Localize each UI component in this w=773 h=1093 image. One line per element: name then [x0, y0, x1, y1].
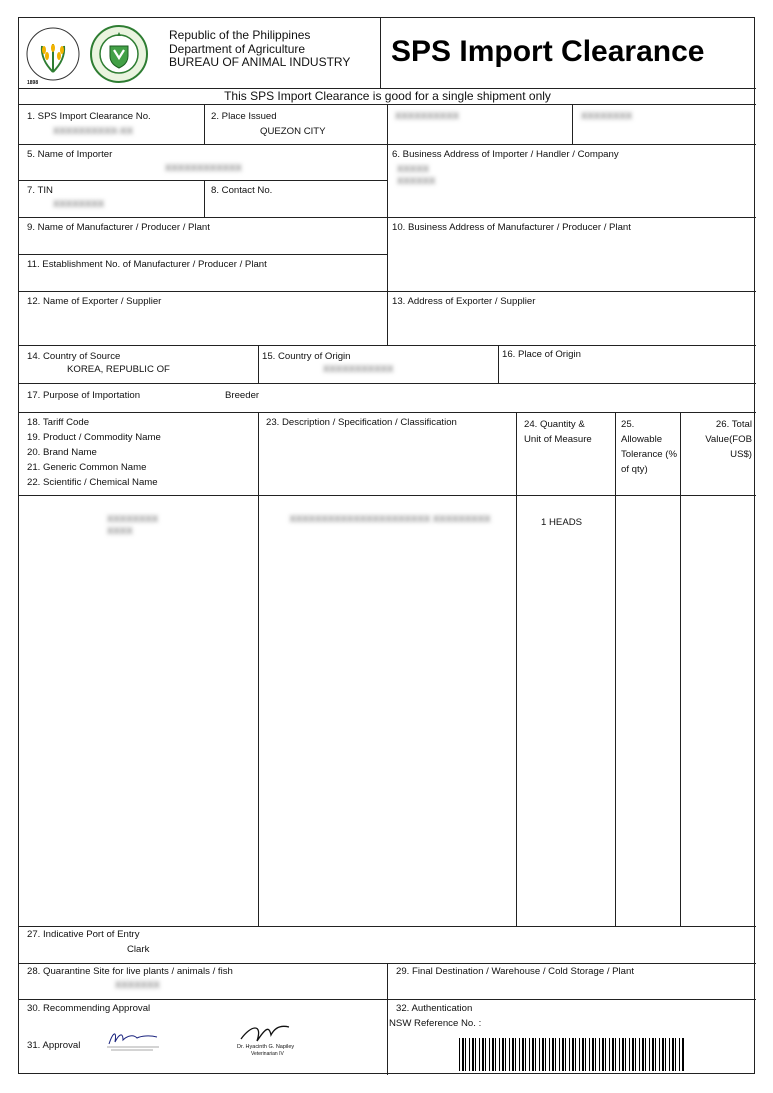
- final-destination-label: 29. Final Destination / Warehouse / Cold Storage / Plant: [396, 966, 635, 977]
- purpose-value: Breeder: [225, 390, 260, 401]
- item-quantity-value: 1 HEADS: [541, 517, 583, 528]
- quarantine-site-label: 28. Quarantine Site for live plants / animals / fish: [27, 966, 233, 977]
- establishment-no-label: 11. Establishment No. of Manufacturer / Producer / Plant: [27, 259, 267, 270]
- purpose-label: 17. Purpose of Importation: [27, 390, 141, 401]
- country-source-value: KOREA, REPUBLIC OF: [67, 364, 170, 375]
- signatory-name: Dr. Hyacinth G. Napiley: [237, 1044, 295, 1050]
- agency-block: [169, 29, 350, 70]
- manufacturer-name-label: 9. Name of Manufacturer / Producer / Plant: [27, 222, 210, 233]
- exporter-name-label: 12. Name of Exporter / Supplier: [27, 296, 162, 307]
- signatory-title: Veterinarian IV: [251, 1051, 284, 1057]
- agency-republic: Republic of the Philippines: [169, 28, 311, 42]
- authentication-label: 32. Authentication: [396, 1003, 473, 1014]
- importer-name-label: 5. Name of Importer: [27, 149, 113, 160]
- clearance-no-label: 1. SPS Import Clearance No.: [27, 111, 151, 122]
- approval-label: 31. Approval: [27, 1040, 81, 1051]
- tariff-code-label: 18. Tariff Code: [27, 417, 90, 428]
- importer-address-label: 6. Business Address of Importer / Handler / Company: [392, 149, 619, 160]
- manufacturer-address-label: 10. Business Address of Manufacturer / Producer / Plant: [392, 222, 631, 233]
- country-origin-value: XXXXXXXXXXX: [323, 364, 394, 375]
- nsw-reference-label: NSW Reference No. :: [389, 1018, 482, 1029]
- importer-address-value: XXXXX XXXXXX: [397, 164, 436, 187]
- item-product-value: XXXXXXXX XXXX: [107, 514, 159, 537]
- agency-bureau: BUREAU OF ANIMAL INDUSTRY: [169, 55, 351, 69]
- tin-label: 7. TIN: [27, 185, 53, 196]
- da-seal-year: 1898: [27, 80, 39, 86]
- field-4-blurred: XXXXXXXX: [581, 111, 633, 122]
- recommending-approval-label: 30. Recommending Approval: [27, 1003, 151, 1014]
- item-description-value: XXXXXXXXXXXXXXXXXXXXXX XXXXXXXXX: [289, 514, 491, 525]
- country-source-label: 14. Country of Source: [27, 351, 121, 362]
- bai-logo: [89, 24, 149, 84]
- exporter-address-label: 13. Address of Exporter / Supplier: [392, 296, 536, 307]
- description-label: 23. Description / Specification / Classification: [266, 417, 457, 428]
- single-shipment-notice: This SPS Import Clearance is good for a single shipment only: [224, 89, 551, 103]
- page-title: SPS Import Clearance: [391, 35, 705, 68]
- scientific-name-label: 22. Scientific / Chemical Name: [27, 477, 158, 488]
- product-name-label: 19. Product / Commodity Name: [27, 432, 161, 443]
- field-3-blurred: XXXXXXXXXX: [395, 111, 459, 122]
- nsw-reference-barcode: [459, 1038, 684, 1071]
- quarantine-site-value: XXXXXXX: [115, 980, 160, 991]
- recommending-signature: [103, 1026, 163, 1052]
- tin-value: XXXXXXXX: [53, 199, 105, 210]
- total-value-label: 26. Total Value(FOB US$): [705, 419, 752, 460]
- place-issued-value: QUEZON CITY: [260, 126, 326, 137]
- generic-name-label: 21. Generic Common Name: [27, 462, 147, 473]
- importer-name-value: XXXXXXXXXXXX: [165, 163, 242, 174]
- place-issued-label: 2. Place Issued: [211, 111, 277, 122]
- port-entry-label: 27. Indicative Port of Entry: [27, 929, 140, 940]
- quantity-unit-label: 24. Quantity & Unit of Measure: [524, 419, 592, 445]
- allowable-tolerance-label: 25. Allowable Tolerance (% of qty): [621, 419, 677, 475]
- clearance-no-value: XXXXXXXXXX-XX: [53, 126, 133, 137]
- place-origin-label: 16. Place of Origin: [502, 349, 581, 360]
- da-logo: [25, 26, 81, 86]
- sps-import-clearance-form: [18, 17, 755, 1074]
- approval-signature: [237, 1021, 297, 1045]
- contact-no-label: 8. Contact No.: [211, 185, 273, 196]
- agency-department: Department of Agriculture: [169, 41, 306, 56]
- country-origin-label: 15. Country of Origin: [262, 351, 351, 362]
- port-entry-value: Clark: [127, 944, 150, 955]
- brand-name-label: 20. Brand Name: [27, 447, 97, 458]
